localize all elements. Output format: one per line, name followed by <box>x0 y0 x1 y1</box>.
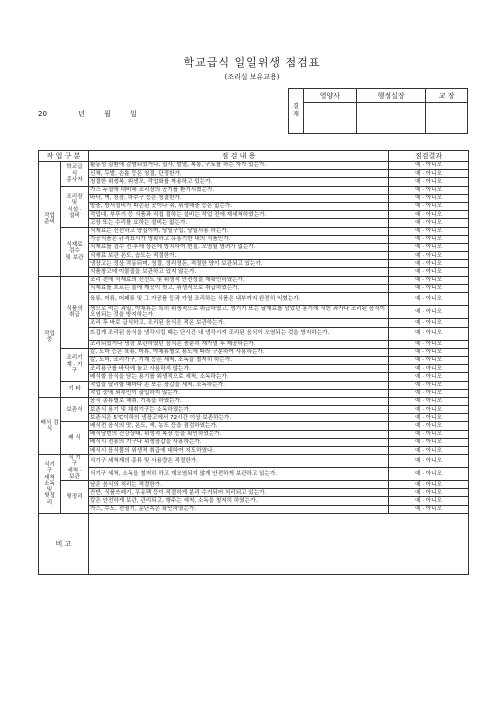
check-item: 육류, 어류, 어패류 및 그 가공품 등과 가열 조리하는 식품은 내부까지 완전히 익혔는가. <box>89 293 389 306</box>
table-row <box>39 243 469 251</box>
check-result[interactable]: 예 · 아니오 <box>389 211 469 219</box>
check-item: 청결한 위생복, 위생모, 작업화를 착용하고 있는가. <box>89 178 389 186</box>
table-row <box>39 284 469 292</box>
check-result[interactable]: 예 · 아니오 <box>389 414 469 422</box>
table-row <box>39 365 469 373</box>
check-item: 생으로 먹는 과일, 야채류는 특히 위생적으로 취급하였고, 생기기 또는 날재료를 담았던 용기에 식힌 과가나 조리된 음식이 오염되는 것을 방지하는가. <box>89 306 389 319</box>
notes-label: 비 고 <box>39 513 89 574</box>
check-item: 배식전 음식의 맛, 온도, 색, 농도 등을 점검하였는가. <box>89 422 389 430</box>
check-item: 가공식품은 규격표시가 명확하고 유통기한 내의 식품인가. <box>89 235 389 243</box>
check-result[interactable]: 예 · 아니오 <box>389 438 469 446</box>
check-result[interactable]: 예 · 아니오 <box>389 406 469 414</box>
table-row <box>39 381 469 389</box>
table-row <box>39 389 469 397</box>
table-row <box>39 227 469 235</box>
table-row <box>39 505 469 513</box>
group-label: 배식 검 식 <box>39 397 61 454</box>
check-result[interactable]: 예 · 아니오 <box>389 481 469 489</box>
table-row <box>39 438 469 446</box>
check-item: 신체, 두발, 손톱 등은 청결, 단정한가. <box>89 170 389 178</box>
table-row <box>39 170 469 178</box>
table-row <box>39 327 469 340</box>
column-header-result: 점검결과 <box>389 151 469 162</box>
table-row <box>39 489 469 497</box>
check-result[interactable]: 예 · 아니오 <box>389 306 469 319</box>
check-item: 조리 전에 식재료의 신선도 및 위생적 안전성을 재확인하였는가. <box>89 276 389 284</box>
check-result[interactable]: 예 · 아니오 <box>389 489 469 497</box>
check-result[interactable]: 예 · 아니오 <box>389 276 469 284</box>
check-item: 조리용구를 바닥에 놓고 사용하지 않는가. <box>89 365 389 373</box>
check-item: 배식시 음식물의 위생적 취급에 대하여 지도하였나. <box>89 447 389 455</box>
check-result[interactable]: 예 · 아니오 <box>389 422 469 430</box>
check-result[interactable]: 예 · 아니오 <box>389 348 469 356</box>
approval-role-principal: 교 장 <box>426 89 468 103</box>
check-result[interactable]: 예 · 아니오 <box>389 252 469 260</box>
check-item: 가스 누설에 대비해 조리장의 공기를 환기시켰는가. <box>89 186 389 194</box>
check-item: 고장 또는 수리를 요하는 설비는 없는가. <box>89 219 389 227</box>
check-item: 칼, 도마, 조리기구, 기계 등은 세척, 소독을 철저히 하는가. <box>89 356 389 364</box>
check-result[interactable]: 예 · 아니오 <box>389 373 469 381</box>
check-item: 잔반, 식품쓰레기, 우유팩 등이 적절하게 분리 수거되어 처리되고 있는가. <box>89 489 389 497</box>
check-item: 식재료는 신선하고 양질이며, 당일구입, 당일사용 하는가. <box>89 227 389 235</box>
check-item: 조리 후 바로 급식하고, 조리된 음식은 적온 보관하는가. <box>89 319 389 327</box>
check-result[interactable]: 예 · 아니오 <box>389 178 469 186</box>
group-label: 작업 중 <box>39 276 61 397</box>
table-row <box>39 178 469 186</box>
check-item: 남은 음식의 처리는 적절한가. <box>89 481 389 489</box>
date-prefix: 20 <box>38 110 47 118</box>
table-row <box>39 406 469 414</box>
check-item: 작업 중에 외부인이 출입하지 않는가. <box>89 389 389 397</box>
check-result[interactable]: 예 · 아니오 <box>389 186 469 194</box>
approval-label: 결 재 <box>289 89 304 134</box>
check-result[interactable]: 예 · 아니오 <box>389 194 469 202</box>
check-item: 조리되었거나 냉장 보관하였던 음식은 충분히 재가열 후 제공하는가. <box>89 340 389 348</box>
check-item: 칼, 도마 등은 육류, 어류, 야채류별로 용도에 따라 구분하여 사용하는가. <box>89 348 389 356</box>
check-result[interactable]: 예 · 아니오 <box>389 327 469 340</box>
table-row <box>39 293 469 306</box>
group-label: 작업 준비 <box>39 162 61 277</box>
check-result[interactable]: 예 · 아니오 <box>389 389 469 397</box>
table-row <box>39 306 469 319</box>
table-row <box>39 348 469 356</box>
subgroup-label: 보존식 <box>61 397 89 422</box>
page-subtitle: (조리실 보유교용) <box>224 73 280 81</box>
table-row <box>39 414 469 422</box>
approval-box <box>288 88 468 134</box>
subgroup-label: 조리장 및 시설 · 설비 <box>61 186 89 227</box>
check-result[interactable]: 예 · 아니오 <box>389 260 469 268</box>
check-result[interactable]: 예 · 아니오 <box>389 381 469 389</box>
column-header-category: 작 업 구 분 <box>39 151 89 162</box>
table-row <box>39 162 469 170</box>
table-row <box>39 468 469 481</box>
check-result[interactable]: 예 · 아니오 <box>389 319 469 327</box>
date-line <box>38 109 137 119</box>
table-row <box>39 219 469 227</box>
check-item: 배식할 음식을 담는 용기를 위생적으로 세척, 소독하는가. <box>89 373 389 381</box>
table-row <box>39 340 469 348</box>
check-result[interactable]: 예 · 아니오 <box>389 365 469 373</box>
subgroup-label: 기 타 <box>61 381 89 397</box>
table-row <box>39 422 469 430</box>
table-row <box>39 252 469 260</box>
table-row <box>39 481 469 489</box>
table-row <box>39 260 469 268</box>
approval-role-dietitian: 영양사 <box>304 89 357 103</box>
check-result[interactable]: 예 · 아니오 <box>389 219 469 227</box>
table-row <box>39 211 469 219</box>
date-day-label: 일 <box>130 110 137 118</box>
table-row <box>39 276 469 284</box>
check-item: 보존식 용기 및 채취기구는 소독하였는가. <box>89 406 389 414</box>
approval-sign-dietitian[interactable] <box>304 103 357 134</box>
table-row <box>39 235 469 243</box>
check-item: 식재료 보관 온도, 습도는 적절한가. <box>89 252 389 260</box>
check-item: 식재료를 흐르는 물에 깨끗이 씻고, 위생적으로 취급하였는가. <box>89 284 389 292</box>
check-result[interactable]: 예 · 아니오 <box>389 162 469 170</box>
checklist-table <box>38 150 469 575</box>
page-title: 학교급식 일일위생 점검표 <box>183 56 321 69</box>
check-item: 뜨겁게 조리된 음식을 냉각시킬 때는 단시간 내 냉각시켜 조리된 음식이 오염되는 것을 방지하는가. <box>89 327 389 340</box>
check-result[interactable]: 예 · 아니오 <box>389 447 469 455</box>
check-item: 냉장고는 정상 작동되며, 청결, 정리정돈, 적절한 양이 보관되고 있는가. <box>89 260 389 268</box>
subgroup-label: 학교급 식 종사자 <box>61 162 89 187</box>
check-item: 바닥, 벽, 천장, 하수구 등은 청결한가. <box>89 194 389 202</box>
check-item: 보존식은 5℃이하의 냉장고에서 72시간 이상 보존하는가. <box>89 414 389 422</box>
approval-role-admin: 행정실장 <box>356 89 426 103</box>
table-row <box>39 455 469 468</box>
subgroup-label: 식 기 구 세척 · 보관 <box>61 455 89 481</box>
check-result[interactable]: 예 · 아니오 <box>389 284 469 292</box>
check-item: 음식 종류별로 채취, 기록을 하였는가. <box>89 397 389 405</box>
check-result[interactable]: 예 · 아니오 <box>389 293 469 306</box>
check-result[interactable]: 예 · 아니오 <box>389 235 469 243</box>
table-row <box>39 186 469 194</box>
subgroup-label: 식품의 취급 <box>61 276 89 348</box>
table-row <box>39 356 469 364</box>
check-result[interactable]: 예 · 아니오 <box>389 430 469 438</box>
subgroup-label: 식재료 검수 및 보관 <box>61 227 89 276</box>
date-month-label: 월 <box>104 110 111 118</box>
check-result[interactable]: 예 · 아니오 <box>389 397 469 405</box>
check-item: 식기구 세척제의 종류 및 사용량은 적절한가. <box>89 455 389 468</box>
check-item: 가스, 수도, 전열기, 문단속은 확인하였는가. <box>89 505 389 513</box>
check-result[interactable]: 예 · 아니오 <box>389 455 469 468</box>
subgroup-label: 뒷정리 <box>61 481 89 514</box>
check-result[interactable]: 예 · 아니오 <box>389 356 469 364</box>
check-item: 방충, 방서설비가 파손된 곳이나 쥐, 위생해충 등은 없는가. <box>89 202 389 210</box>
table-row <box>39 447 469 455</box>
date-year-label: 년 <box>78 110 85 118</box>
check-item: 식품창고에 이물질을 보관하고 있지 않는가. <box>89 268 389 276</box>
notes-field[interactable] <box>89 513 469 574</box>
check-result[interactable]: 예 · 아니오 <box>389 202 469 210</box>
check-item: 활동성 질환에 감염되었거나, 설사, 발열, 복통, 구토를 하는 자가 있는가. <box>89 162 389 170</box>
check-result[interactable]: 예 · 아니오 <box>389 227 469 235</box>
check-result[interactable]: 예 · 아니오 <box>389 268 469 276</box>
check-item: 칼은 안전하게 보관, 관리되고, 행주는 세척, 소독을 철저히 하였는가. <box>89 497 389 505</box>
check-result[interactable]: 예 · 아니오 <box>389 170 469 178</box>
table-row <box>39 319 469 327</box>
notes-row <box>39 513 469 574</box>
check-result[interactable]: 예 · 아니오 <box>389 505 469 513</box>
check-item: 식기구 세척, 소독을 철저히 하고 재오염되지 않게 안전하게 보관하고 있는가. <box>89 468 389 481</box>
subgroup-label: 조리기 계 · 기 구 <box>61 348 89 381</box>
check-result[interactable]: 예 · 아니오 <box>389 497 469 505</box>
table-row <box>39 373 469 381</box>
check-item: 작업을 달리할 때마다 손 또는 장갑을 세척, 소독하는가. <box>89 381 389 389</box>
table-row <box>39 194 469 202</box>
subgroup-label: 배 식 <box>61 422 89 455</box>
table-row <box>39 202 469 210</box>
check-item: 배식시 전용의 기구나 위생장갑을 사용하는가. <box>89 438 389 446</box>
check-result[interactable]: 예 · 아니오 <box>389 468 469 481</box>
approval-sign-principal[interactable] <box>426 103 468 134</box>
column-header-content: 점 검 내 용 <box>89 151 389 162</box>
group-label: 식기 구 세척 소독 및 뒷정 리 <box>39 455 61 514</box>
approval-sign-admin[interactable] <box>356 103 426 134</box>
table-row <box>39 397 469 405</box>
check-item: 식재료를 검수 전·후에 상온에 방치하여 변질, 오염될 염려가 없는가. <box>89 243 389 251</box>
check-result[interactable]: 예 · 아니오 <box>389 243 469 251</box>
check-item: 배식당번의 건강상태, 위생적 복장 등을 확인하였는가. <box>89 430 389 438</box>
check-item: 작업대, 부뚜기 등 식품과 직접 접하는 설비는 작업 전에 재세척하였는가. <box>89 211 389 219</box>
table-row <box>39 497 469 505</box>
table-row <box>39 430 469 438</box>
check-result[interactable]: 예 · 아니오 <box>389 340 469 348</box>
table-row <box>39 268 469 276</box>
